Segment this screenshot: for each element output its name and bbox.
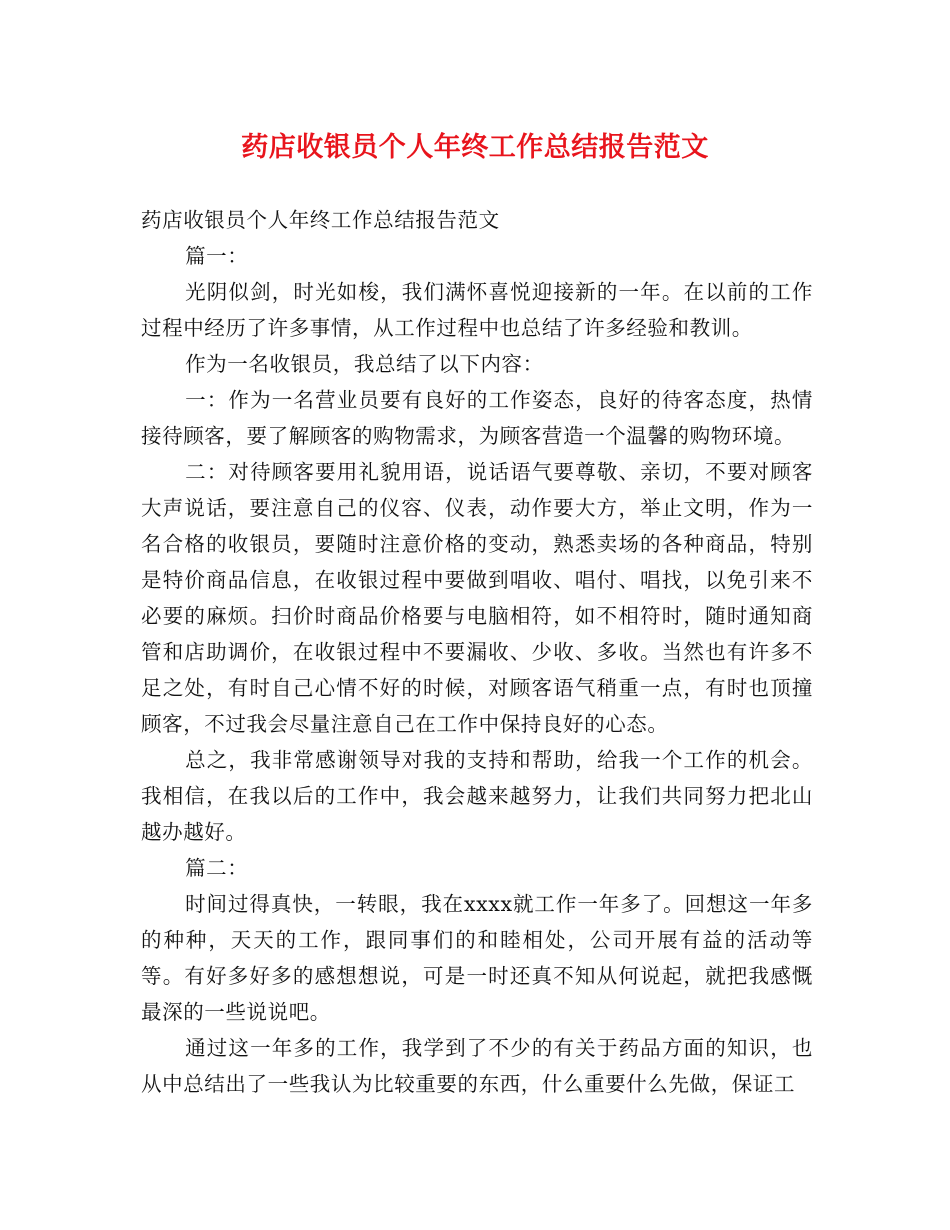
paragraph: 篇二： <box>185 856 249 880</box>
paragraph: 篇一： <box>185 244 249 268</box>
paragraph: 一：作为一名营业员要有良好的工作姿态，良好的待客态度，热情接待顾客，要了解顾客的购物需求，为顾客营造一个温馨的购物环境。 <box>141 388 813 448</box>
paragraph: 时间过得真快，一转眼，我在xxxx就工作一年多了。回想这一年多的种种，天天的工作，跟同事们的和睦相处，公司开展有益的活动等等。有好多好多的感想想说，可是一时还真不知从何说起，就把我感慨最深的一些说说吧。 <box>141 892 813 1024</box>
document-title: 药店收银员个人年终工作总结报告范文 <box>241 132 709 163</box>
paragraph: 通过这一年多的工作，我学到了不少的有关于药品方面的知识，也从中总结出了一些我认为比较重要的东西，什么重要什么先做，保证工 <box>141 1036 813 1096</box>
document-body <box>141 202 813 1102</box>
paragraph: 总之，我非常感谢领导对我的支持和帮助，给我一个工作的机会。我相信，在我以后的工作中，我会越来越努力，让我们共同努力把北山越办越好。 <box>141 748 813 844</box>
paragraph: 二：对待顾客要用礼貌用语，说话语气要尊敬、亲切，不要对顾客大声说话，要注意自己的仪容、仪表，动作要大方，举止文明，作为一名合格的收银员，要随时注意价格的变动，熟悉卖场的各种商品，特别是特价商品信息，在收银过程中要做到唱收、唱付、唱找，以免引来不必要的麻烦。扫价时商品价格要与电脑相符，如不相符时，随时通知商管和店助调价，在收银过程中不要漏收、少收、多收。当然也有许多不足之处，有时自己心情不好的时候，对顾客语气稍重一点，有时也顶撞顾客，不过我会尽量注意自己在工作中保持良好的心态。 <box>141 460 813 736</box>
paragraph: 光阴似剑，时光如梭，我们满怀喜悦迎接新的一年。在以前的工作过程中经历了许多事情，从工作过程中也总结了许多经验和教训。 <box>141 280 813 340</box>
paragraph: 作为一名收银员，我总结了以下内容： <box>185 352 544 376</box>
paragraph: 药店收银员个人年终工作总结报告范文 <box>141 208 500 232</box>
